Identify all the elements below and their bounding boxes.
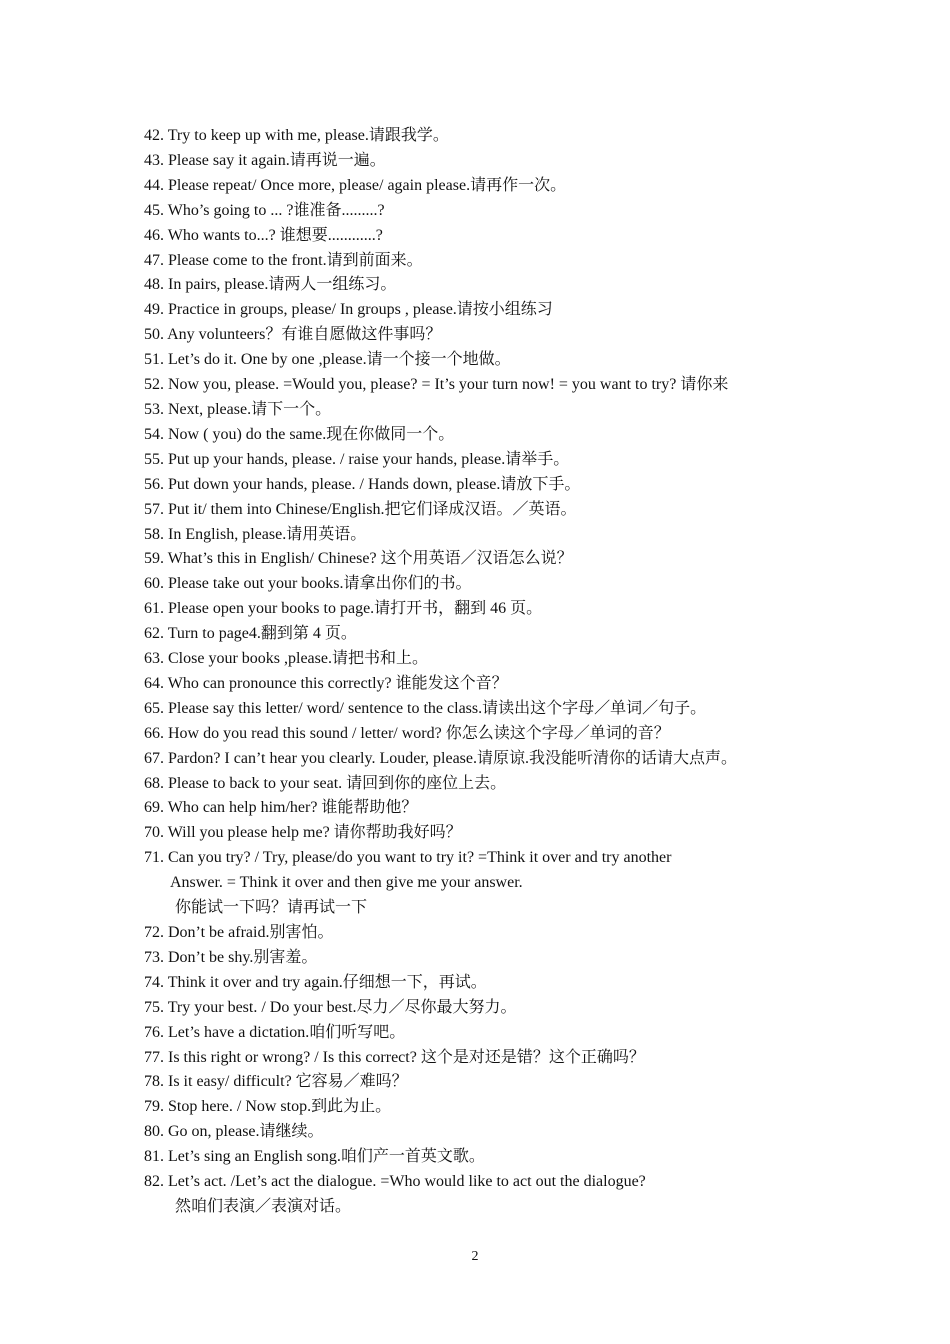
line-48: 48. In pairs, please.请两人一组练习。 bbox=[144, 276, 397, 294]
line-63: 63. Close your books ,please.请把书和上。 bbox=[144, 650, 428, 668]
line-79: 79. Stop here. / Now stop.到此为止。 bbox=[144, 1098, 392, 1116]
line-58: 58. In English, please.请用英语。 bbox=[144, 525, 367, 543]
line-57: 57. Put it/ them into Chinese/English.把它们译成汉语。／英语。 bbox=[144, 500, 577, 518]
line-71: 71. Can you try? / Try, please/do you want to try it? =Think it over and try another bbox=[144, 849, 672, 867]
line-56: 56. Put down your hands, please. / Hands down, please.请放下手。 bbox=[144, 475, 581, 493]
page-number: 2 bbox=[471, 1249, 479, 1264]
line-45: 45. Who’s going to ... ?谁准备.........? bbox=[144, 201, 385, 219]
line-53: 53. Next, please.请下一个。 bbox=[144, 400, 332, 418]
line-75: 75. Try your best. / Do your best.尽力／尽你最大努力。 bbox=[144, 998, 517, 1016]
line-66: 66. How do you read this sound / letter/ word? 你怎么读这个字母／单词的音？ bbox=[144, 724, 670, 742]
line-62: 62. Turn to page4.翻到第 4 页。 bbox=[144, 625, 357, 643]
line-80: 80. Go on, please.请继续。 bbox=[144, 1123, 324, 1141]
line-73: 73. Don’t be shy.别害羞。 bbox=[144, 948, 318, 966]
line-51: 51. Let’s do it. One by one ,please.请一个接一个地做。 bbox=[144, 351, 511, 369]
line-70: 70. Will you please help me? 请你帮助我好吗？ bbox=[144, 824, 462, 842]
line-76: 76. Let’s have a dictation.咱们听写吧。 bbox=[144, 1023, 406, 1041]
line-60: 60. Please take out your books.请拿出你们的书。 bbox=[144, 575, 472, 593]
line-81: 81. Let’s sing an English song.咱们产一首英文歌。 bbox=[144, 1148, 485, 1166]
line-69: 69. Who can help him/her? 谁能帮助他？ bbox=[144, 799, 418, 817]
line-47: 47. Please come to the front.请到前面来。 bbox=[144, 251, 423, 269]
line-55: 55. Put up your hands, please. / raise your hands, please.请举手。 bbox=[144, 450, 570, 468]
page-body bbox=[144, 124, 824, 1220]
line-78: 78. Is it easy/ difficult? 它容易／难吗？ bbox=[144, 1073, 408, 1091]
line-71-continuation: Answer. = Think it over and then give me your answer. bbox=[170, 874, 523, 892]
line-82: 82. Let’s act. /Let’s act the dialogue. =Who would like to act out the dialogue? bbox=[144, 1173, 646, 1191]
line-82-translation: 然咱们表演／表演对话。 bbox=[175, 1197, 352, 1215]
line-68: 68. Please to back to your seat. 请回到你的座位上去。 bbox=[144, 774, 507, 792]
line-64: 64. Who can pronounce this correctly? 谁能发这个音？ bbox=[144, 674, 508, 692]
line-59: 59. What’s this in English/ Chinese? 这个用英语／汉语怎么说？ bbox=[144, 550, 573, 568]
line-71-translation: 你能试一下吗？请再试一下 bbox=[175, 899, 368, 917]
line-61: 61. Please open your books to page.请打开书，翻到 46 页。 bbox=[144, 600, 543, 618]
line-74: 74. Think it over and try again.仔细想一下，再试。 bbox=[144, 973, 487, 991]
line-43: 43. Please say it again.请再说一遍。 bbox=[144, 151, 386, 169]
line-77: 77. Is this right or wrong? / Is this correct? 这个是对还是错？这个正确吗？ bbox=[144, 1048, 645, 1066]
line-54: 54. Now ( you) do the same.现在你做同一个。 bbox=[144, 425, 455, 443]
line-46: 46. Who wants to...? 谁想要............? bbox=[144, 226, 383, 244]
line-42: 42. Try to keep up with me, please.请跟我学。 bbox=[144, 127, 449, 144]
line-44: 44. Please repeat/ Once more, please/ again please.请再作一次。 bbox=[144, 176, 567, 194]
line-65: 65. Please say this letter/ word/ sentence to the class.请读出这个字母／单词／句子。 bbox=[144, 699, 707, 717]
line-50: 50. Any volunteers？有谁自愿做这件事吗？ bbox=[144, 326, 442, 344]
line-52: 52. Now you, please. =Would you, please? = It’s your turn now! = you want to try? 请你来 bbox=[144, 376, 729, 394]
line-49: 49. Practice in groups, please/ In groups , please.请按小组练习 bbox=[144, 301, 553, 319]
line-72: 72. Don’t be afraid.别害怕。 bbox=[144, 924, 334, 941]
line-67: 67. Pardon? I can’t hear you clearly. Louder, please.请原谅.我没能听清你的话请大点声。 bbox=[144, 749, 738, 767]
